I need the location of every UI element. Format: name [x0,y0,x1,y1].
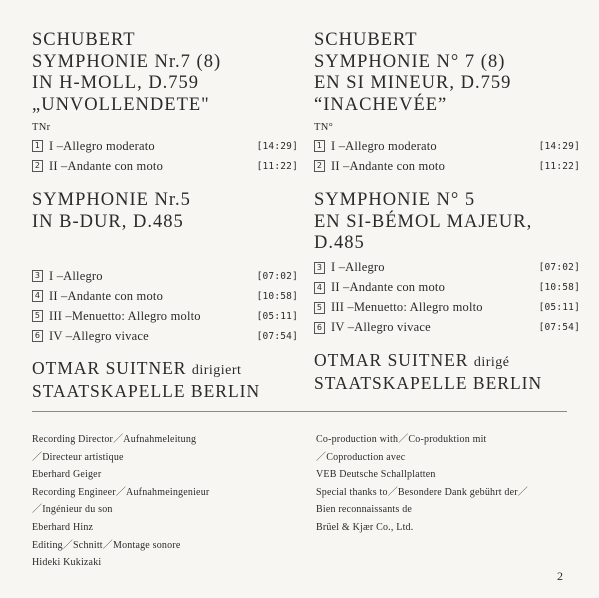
title-line: SYMPHONIE Nr.5 [32,190,191,210]
conductor-role: dirigiert [191,363,242,378]
title-line: SCHUBERT [32,30,136,50]
credit-line: ／Directeur artistique [32,451,124,463]
track-name: II –Andante con moto [331,158,446,173]
conductor-role: dirigé [473,354,510,370]
page-number: 2 [557,569,563,583]
track-name: IV –Allegro vivace [49,328,149,343]
track-row [32,286,298,306]
work2-title [32,190,298,233]
track-number-box: 6 [32,330,43,342]
credit-line: Bien reconnaissants de [316,504,413,516]
track-number-label: TNr [32,122,51,133]
work2-title [314,190,580,255]
credit-line: ／Coproduction avec [316,451,406,463]
track-number-box: 1 [32,140,43,152]
french-column [314,30,580,394]
conductor-line [32,358,298,381]
credit-line: Hideki Kukizaki [32,557,102,569]
track-number-box: 6 [314,322,325,334]
track-name: I –Allegro moderato [331,138,437,153]
track-name: III –Menuetto: Allegro molto [49,308,201,323]
spacer [32,346,298,358]
track-duration: [07:54] [538,322,580,333]
track-duration: [07:54] [256,330,298,342]
orchestra-name: STAATSKAPELLE BERLIN [32,381,261,401]
title-line: D.485 [314,233,365,253]
track-name: II –Andante con moto [49,288,164,303]
track-name: I –Allegro [49,268,103,283]
credits-left [32,431,209,572]
track-row [314,278,580,298]
credit-line: Recording Engineer／Aufnahmeingenieur [32,486,210,498]
track-duration: [07:02] [256,270,298,282]
title-line: IN H-MOLL, D.759 [32,73,200,93]
track-row [32,326,298,346]
conductor-name: OTMAR SUITNER [314,349,469,370]
track-duration: [05:11] [256,310,298,322]
track-duration: [07:02] [538,262,580,273]
spacer [32,233,298,266]
track-name: I –Allegro [331,260,385,274]
track-name: IV –Allegro vivace [331,320,431,334]
credit-line: Brüel & Kjær Co., Ltd. [316,521,414,533]
title-line: SYMPHONIE N° 5 [314,190,476,210]
track-name: II –Andante con moto [49,158,164,173]
conductor-line [314,350,580,373]
track-duration: [05:11] [538,302,580,313]
spacer [314,176,580,190]
track-row [32,136,298,156]
track-row [314,258,580,278]
orchestra-name: STAATSKAPELLE BERLIN [314,372,543,393]
credit-line: Editing／Schnitt／Montage sonore [32,539,181,551]
title-line: SCHUBERT [314,30,418,50]
title-line: IN B-DUR, D.485 [32,211,184,232]
title-line: SYMPHONIE N° 7 (8) [314,51,506,72]
title-line: SYMPHONIE Nr.7 (8) [32,51,222,72]
credit-line: Recording Director／Aufnahmeleitung [32,434,197,445]
title-line: “INACHEVÉE” [314,94,448,115]
title-line: EN SI-BÉMOL MAJEUR, [314,211,533,232]
work1-title [32,30,298,116]
credit-line: VEB Deutsche Schallplatten [316,469,436,481]
credit-line: ／Ingénieur du son [32,504,113,516]
credit-line: Eberhard Hinz [32,521,94,533]
track-duration: [14:29] [538,140,580,152]
track-row [314,136,580,156]
track-duration: [10:58] [256,290,298,302]
title-line: EN SI MINEUR, D.759 [314,73,512,93]
track-duration: [14:29] [256,140,298,152]
work1-title [314,30,580,116]
track-row [32,156,298,176]
conductor-name: OTMAR SUITNER [32,358,187,378]
credits-right [316,431,528,537]
track-number-box: 2 [314,160,325,172]
track-duration: [11:22] [256,160,298,172]
spacer [32,176,298,190]
track-number-box: 5 [32,310,43,322]
track-number-box: 1 [314,140,325,152]
track-name: III –Menuetto: Allegro molto [331,300,483,314]
spacer [314,338,580,350]
track-number-box: 3 [32,270,43,282]
track-row [32,306,298,326]
track-duration: [11:22] [538,160,580,172]
credit-line: Eberhard Geiger [32,469,102,481]
track-duration: [10:58] [538,282,580,293]
german-column [32,30,298,402]
track-number-box: 3 [314,262,325,274]
track-number-label: TN° [314,122,334,133]
track-number-box: 2 [32,160,43,172]
track-row [314,318,580,338]
divider [32,411,567,412]
track-number-box: 4 [314,282,325,294]
track-name: I –Allegro moderato [49,138,155,153]
credit-line: Special thanks to／Besondere Dank gebührt der／ [316,486,529,498]
track-row [314,156,580,176]
track-row [32,266,298,286]
track-name: II –Andante con moto [331,280,446,294]
track-number-box: 4 [32,290,43,302]
track-row [314,298,580,318]
credit-line: Co-production with／Co-produktion mit [316,434,487,445]
track-number-box: 5 [314,302,325,314]
title-line: „UNVOLLENDETE" [32,94,210,115]
